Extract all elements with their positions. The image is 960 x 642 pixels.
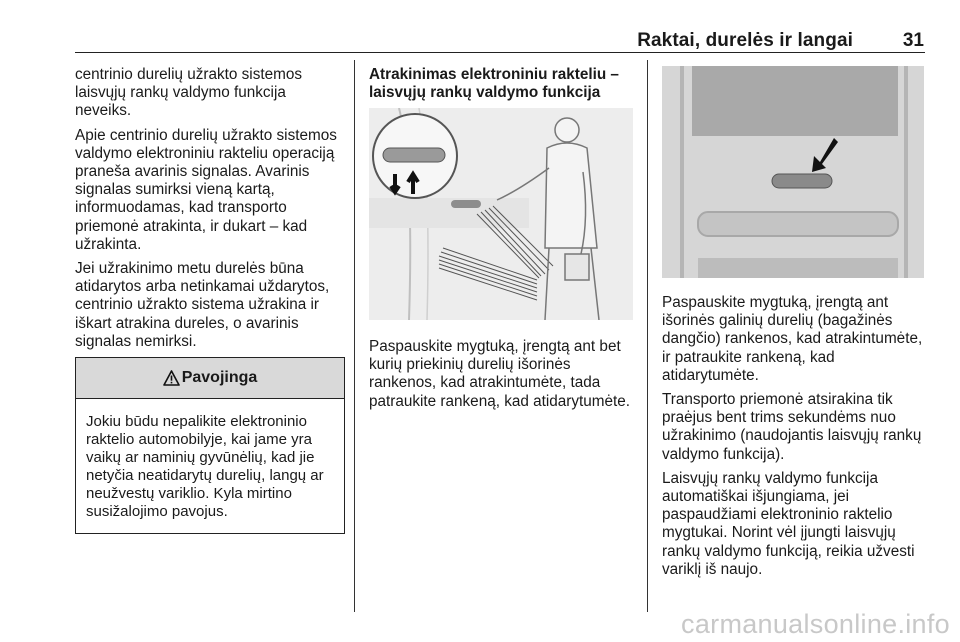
- column-1: [75, 66, 345, 534]
- chapter-title: Raktai, durelės ir langai: [637, 30, 853, 51]
- warning-text: Jokiu būdu nepalikite elektroninio raktelio automobilyje, kai jame yra vaikų ar naminių gyvūnėlių, kad jie netyčia neatidarytų durelių, langų ar neužvestų variklio. Kyla mirtino susižalojimo pavojus.: [86, 413, 324, 521]
- footer-watermark[interactable]: carmanualsonline.info: [681, 609, 950, 639]
- warning-title: Pavojinga: [181, 368, 258, 386]
- paragraph: Transporto priemonė atsirakina tik praėjus bent trims sekundėms nuo užrakinimo (naudojantis laisvųjų rankų valdymo funkcija).: [662, 391, 922, 463]
- warning-box: [75, 357, 345, 534]
- column-divider-1: [354, 60, 355, 612]
- section-heading: Atrakinimas elektroniniu rakteliu – laisvųjų rankų valdymo funkcija: [369, 66, 619, 101]
- column-divider-2: [647, 60, 648, 612]
- column-2: [369, 66, 635, 417]
- paragraph: Laisvųjų rankų valdymo funkcija automatiškai išjungiama, jei paspaudžiami elektroninio raktelio mygtukai. Norint vėl įjungti laisvųjų rankų valdymo funkciją, reikia užvesti variklį iš naujo.: [662, 469, 915, 578]
- front-door-handle-illustration: [369, 108, 633, 320]
- paragraph: centrinio durelių užrakto sistemos laisvųjų rankų valdymo funkcija neveiks.: [75, 66, 303, 120]
- page-number: 31: [902, 30, 924, 51]
- paragraph: Paspauskite mygtuką, įrengtą ant išorinės galinių durelių (bagažinės dangčio) rankenos, kad atrakintumėte, ir patraukite rankeną, kad atidarytumėte.: [662, 294, 923, 384]
- warning-header: [76, 358, 344, 399]
- paragraph: Apie centrinio durelių užrakto sistemos valdymo elektroniniu rakteliu operaciją praneša avarinis signalas. Avarinis signalas sumirksi vieną kartą, informuodamas, kad transporto priemonė atrakinta, ir dukart – kad užrakinta.: [75, 126, 337, 253]
- rear-handle: [772, 174, 832, 188]
- rear-door-handle-illustration: [662, 66, 924, 278]
- warning-triangle-icon: [163, 370, 180, 386]
- paragraph: Jei užrakinimo metu durelės būna atidarytos arba netinkamai uždarytos, centrinio užrakto sistema užrakina ir iškart atrakina dureles, o avarinis signalas nemirksi.: [75, 260, 330, 350]
- paragraph: Paspauskite mygtuką, įrengtą ant bet kurių priekinių durelių išorinės rankenos, kad atrakintumėte, tada patraukite rankeną, kad atidarytumėte.: [369, 338, 631, 410]
- column-3: [662, 66, 926, 585]
- page-header: [75, 26, 925, 53]
